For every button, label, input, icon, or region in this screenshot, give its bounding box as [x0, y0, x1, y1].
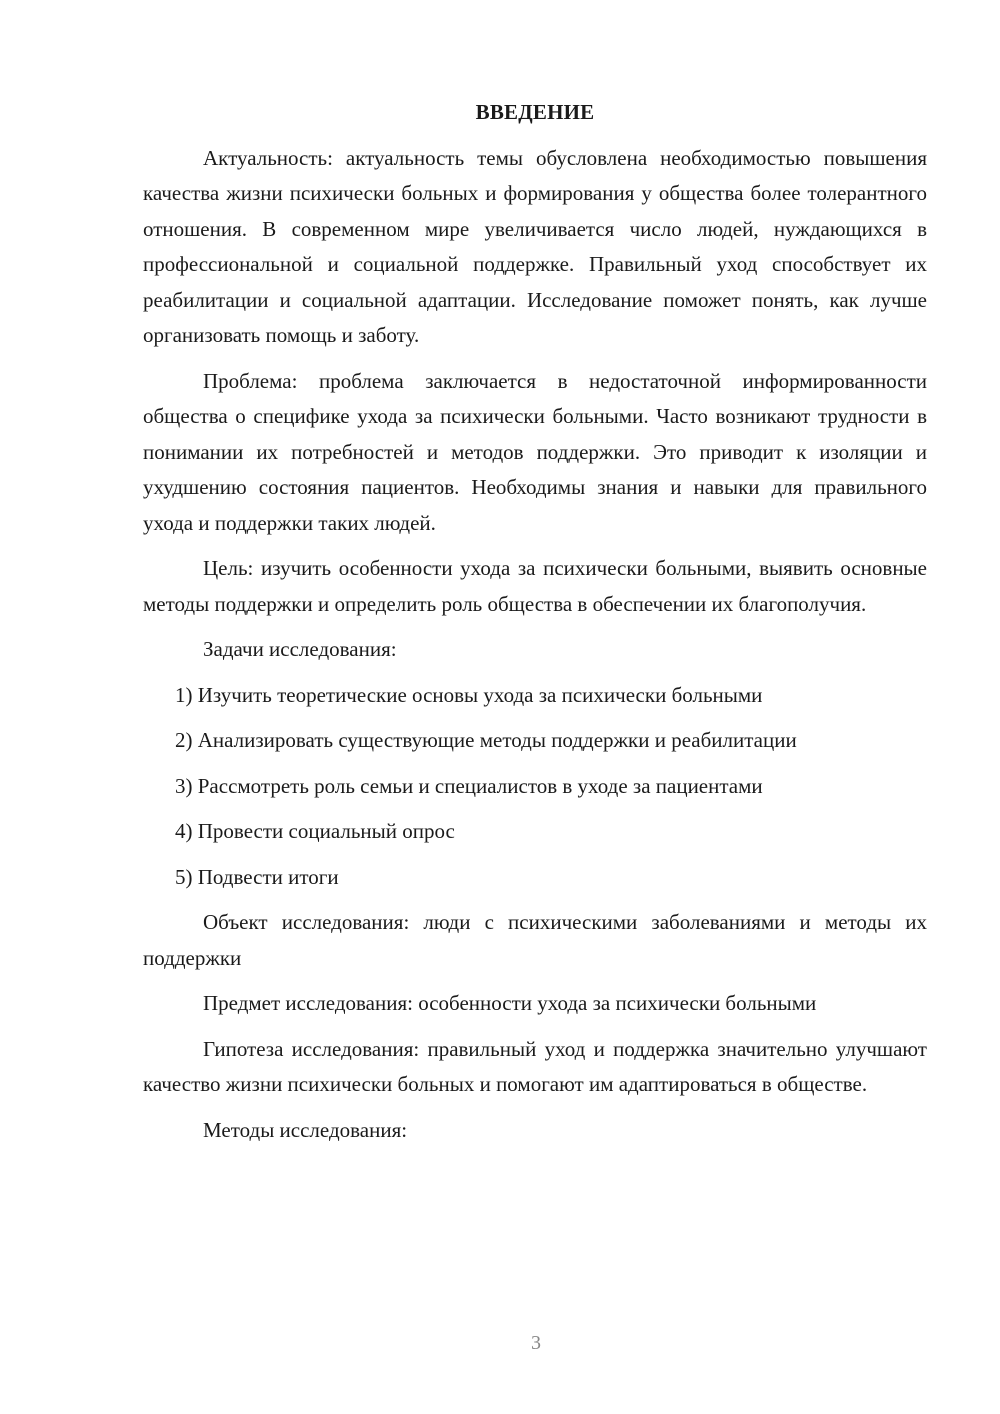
paragraph-subject: Предмет исследования: особенности ухода за психически больными	[203, 991, 817, 1015]
list-item: 3) Рассмотреть роль семьи и специалистов в уходе за пациентами	[175, 773, 763, 798]
tasks-list	[143, 678, 927, 896]
paragraph-problem: Проблема: проблема заключается в недостаточной информированности общества о специфике ухода за психически больными. Часто возникают трудности в понимании их потребностей и методов поддержки. Это приводит к изоляции и ухудшению состояния пациентов. Необходимы знания и навыки для правильного ухода и поддержки таких людей.	[143, 368, 927, 535]
tasks-heading: Задачи исследования:	[203, 637, 397, 661]
paragraph-hypothesis: Гипотеза исследования: правильный уход и поддержка значительно улучшают качество жизни психически больных и помогают им адаптироваться в обществе.	[143, 1036, 927, 1096]
document-title: ВВЕДЕНИЕ	[475, 100, 595, 124]
page-number: 3	[531, 1332, 541, 1354]
paragraph-goal: Цель: изучить особенности ухода за психически больными, выявить основные методы поддержки и определить роль общества в обеспечении их благополучия.	[143, 556, 927, 616]
methods-heading: Методы исследования:	[203, 1117, 408, 1142]
list-item: 1) Изучить теоретические основы ухода за психически больными	[175, 682, 763, 707]
paragraph-object: Объект исследования: люди с психическими заболеваниями и методы их поддержки	[143, 910, 927, 970]
document-page	[143, 95, 927, 1158]
list-item: 4) Провести социальный опрос	[175, 819, 455, 843]
list-item: 2) Анализировать существующие методы поддержки и реабилитации	[175, 728, 797, 752]
paragraph-relevance: Актуальность: актуальность темы обусловлена необходимостью повышения качества жизни психически больных и формирования у общества более толерантного отношения. В современном мире увеличивается число людей, нуждающихся в профессиональной и социальной поддержке. Правильный уход способствует их реабилитации и социальной адаптации. Исследование поможет понять, как лучше организовать помощь и заботу.	[143, 145, 927, 347]
list-item: 5) Подвести итоги	[175, 864, 339, 889]
